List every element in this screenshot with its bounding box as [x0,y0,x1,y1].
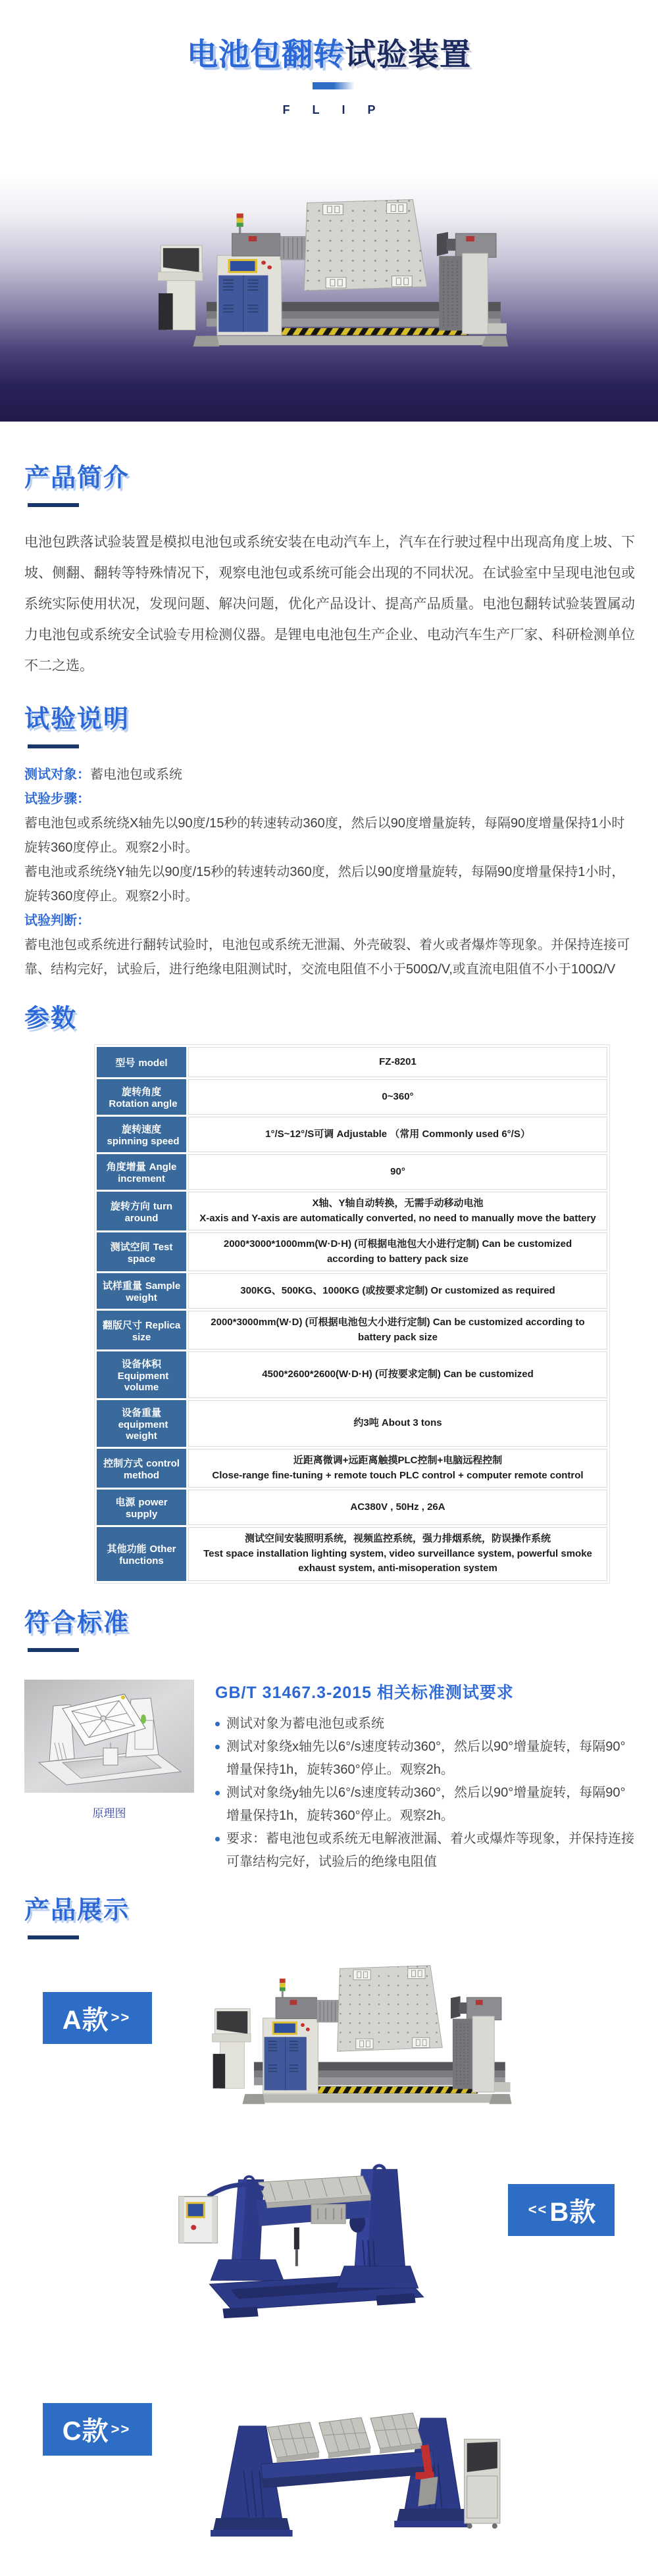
section-test [0,698,658,982]
standards-subheading: GB/T 31467.3-2015 相关标准测试要求 [215,1683,514,1702]
param-row [97,1311,607,1349]
test-heading-underline [28,744,79,748]
principle-diagram-figure [24,1680,194,1874]
test-line-text: 蓄电池包或系统 [90,767,182,783]
test-lines [24,763,635,982]
products-stage [0,1939,658,2576]
standards-bullet: 测试对象为蓄电池包或系统 [214,1713,635,1736]
arrows-right-icon: >> [111,2009,131,2026]
param-label: 角度增量 Angle increment [97,1154,186,1190]
param-label: 旋转速度spinning speed [97,1117,186,1152]
param-value: 2000*3000*1000mm(W·D·H) (可根据电池包大小进行定制) Can be customized according to battery pack size [188,1232,607,1271]
param-value: 测试空间安装照明系统，视频监控系统，强力排烟系统，防误操作系统 Test space installation lighting system, video surveillance system, powerful smoke exhaust system, anti-misoperation system [188,1527,607,1581]
test-line [24,933,635,982]
page-subtitle: FLIP [282,103,398,117]
test-line-label: 测试对象： [24,767,90,783]
intro-paragraph: 电池包跌落试验装置是模拟电池包或系统安装在电动汽车上，汽车在行驶过程中出现高角度上坡、下坡、侧翻、翻转等特殊情况下，观察电池包或系统可能会出现的不同状况。在试验室中呈现电池包或系统实际使用状况，发现问题、解决问题，优化产品设计、提高产品质量。电池包翻转试验装置属动力电池包或系统安全试验专用检测仪器。是锂电电池包生产企业、电动汽车生产厂家、科研检测单位不二之选。 [24,535,635,674]
param-row [97,1351,607,1398]
param-label: 旋转方向 turn around [97,1192,186,1230]
products-heading: 产品展示 [24,1896,130,1924]
param-row [97,1192,607,1230]
param-label: 试样重量 Sample weight [97,1273,186,1309]
standards-text [214,1680,635,1874]
param-row [97,1449,607,1488]
param-value: 300KG、500KG、1000KG (或按要求定制) Or customized as required [188,1273,607,1309]
param-label: 翻版尺寸 Replica size [97,1311,186,1349]
bullet-dot-icon [215,1745,220,1749]
product-a-image [204,1946,524,2109]
param-label: 设备体积Equipment volume [97,1351,186,1398]
param-row [97,1232,607,1271]
param-row [97,1047,607,1077]
product-b-image [164,2163,475,2324]
param-label: 其他功能 Other functions [97,1527,186,1581]
param-value: FZ-8201 [188,1047,607,1077]
param-value: 约3吨 About 3 tons [188,1400,607,1447]
param-value: 近距离微调+远距离触摸PLC控制+电脑远程控制 Close-range fine-tuning + remote touch PLC control + computer remote control [188,1449,607,1488]
standards-bullet: 测试对象绕y轴先以6°/s速度转动360°，然后以90°增量旋转，每隔90°增量保持1h，旋转360°停止。观察2h。 [214,1782,635,1828]
param-value: X轴、Y轴自动转换，无需手动移动电池 X-axis and Y-axis are automatically converted, no need to manually move the battery [188,1192,607,1230]
param-value: AC380V , 50Hz , 26A [188,1490,607,1525]
principle-diagram-caption: 原理图 [92,1807,126,1820]
arrows-right-icon: >> [111,2420,131,2437]
intro-heading-underline [28,503,79,507]
params-table-wrapper [94,1044,610,1584]
page-title-secondary: 试验装置 [345,37,471,72]
test-line-text: 蓄电池包或系统进行翻转试验时，电池包或系统无泄漏、外壳破裂、着火或者爆炸等现象。并保持连接可靠、结构完好，试验后，进行绝缘电阻测试时，交流电阻值不小于500Ω/V,或直流电阻值不小于100Ω/V [24,938,630,977]
test-line [24,860,635,909]
hero-machine-image [148,179,523,352]
standards-heading-underline [28,1648,79,1652]
product-b-button[interactable]: << B款 [508,2184,615,2236]
test-line [24,787,635,812]
section-standards [0,1602,658,1874]
intro-heading: 产品简介 [24,464,130,493]
test-line-text: 蓄电池包或系统绕X轴先以90度/15秒的转速转动360度，然后以90度增量旋转，每隔90度增量保持1小时旋转360度停止。观察2小时。 [24,816,625,856]
param-value: 2000*3000mm(W·D) (可根据电池包大小进行定制) Can be customized according to battery pack size [188,1311,607,1349]
standards-bullet: 要求：蓄电池包或系统无电解液泄漏、着火或爆炸等现象，并保持连接可靠结构完好，试验后的绝缘电阻值 [214,1828,635,1874]
product-c-image [203,2405,517,2542]
standards-heading: 符合标准 [24,1609,130,1637]
test-line-text: 蓄电池或系统绕Y轴先以90度/15秒的转速转动360度，然后以90度增量旋转，每隔90度增量保持1小时，旋转360度停止。观察2小时。 [24,865,625,904]
test-line [24,812,635,860]
param-value: 90° [188,1154,607,1190]
param-row [97,1117,607,1152]
param-value: 0~360° [188,1079,607,1115]
test-line-label: 试验判断： [24,913,90,929]
arrows-left-icon: << [528,2201,548,2218]
bullet-dot-icon [215,1791,220,1795]
param-row [97,1400,607,1447]
hero-banner [0,175,658,422]
product-c-button[interactable]: C款 >> [43,2403,152,2456]
test-heading: 试验说明 [24,706,130,734]
section-intro [0,457,658,681]
test-line-label: 试验步骤： [24,792,90,807]
standards-bullet: 测试对象绕x轴先以6°/s速度转动360°，然后以90°增量旋转，每隔90°增量保持1h，旋转360°停止。观察2h。 [214,1736,635,1782]
section-params [0,998,658,1584]
param-row [97,1527,607,1581]
bullet-dot-icon [215,1837,220,1841]
test-line [24,909,635,933]
page-title-primary: 电池包翻转 [187,37,345,72]
params-heading: 参数 [24,1005,78,1033]
params-table [95,1045,609,1583]
param-row [97,1154,607,1190]
standards-content [24,1680,635,1874]
param-value: 1°/S~12°/S可调 Adjustable （常用 Commonly used 6°/S） [188,1117,607,1152]
product-a-button[interactable]: A款 >> [43,1992,152,2044]
bullet-dot-icon [215,1722,220,1726]
section-products [0,1889,658,1939]
test-line [24,763,635,787]
standards-bullet-list [214,1713,635,1874]
title-divider [313,82,355,89]
param-value: 4500*2600*2600(W·D·H) (可按要求定制) Can be customized [188,1351,607,1398]
param-row [97,1079,607,1115]
param-row [97,1273,607,1309]
param-label: 测试空间 Test space [97,1232,186,1271]
page-header [0,0,658,117]
param-label: 设备重量equipment weight [97,1400,186,1447]
param-row [97,1490,607,1525]
param-label: 型号 model [97,1047,186,1077]
param-label: 旋转角度Rotation angle [97,1079,186,1115]
page-title [0,37,658,72]
param-label: 控制方式 control method [97,1449,186,1488]
param-label: 电源 power supply [97,1490,186,1525]
principle-diagram-image [24,1680,194,1793]
